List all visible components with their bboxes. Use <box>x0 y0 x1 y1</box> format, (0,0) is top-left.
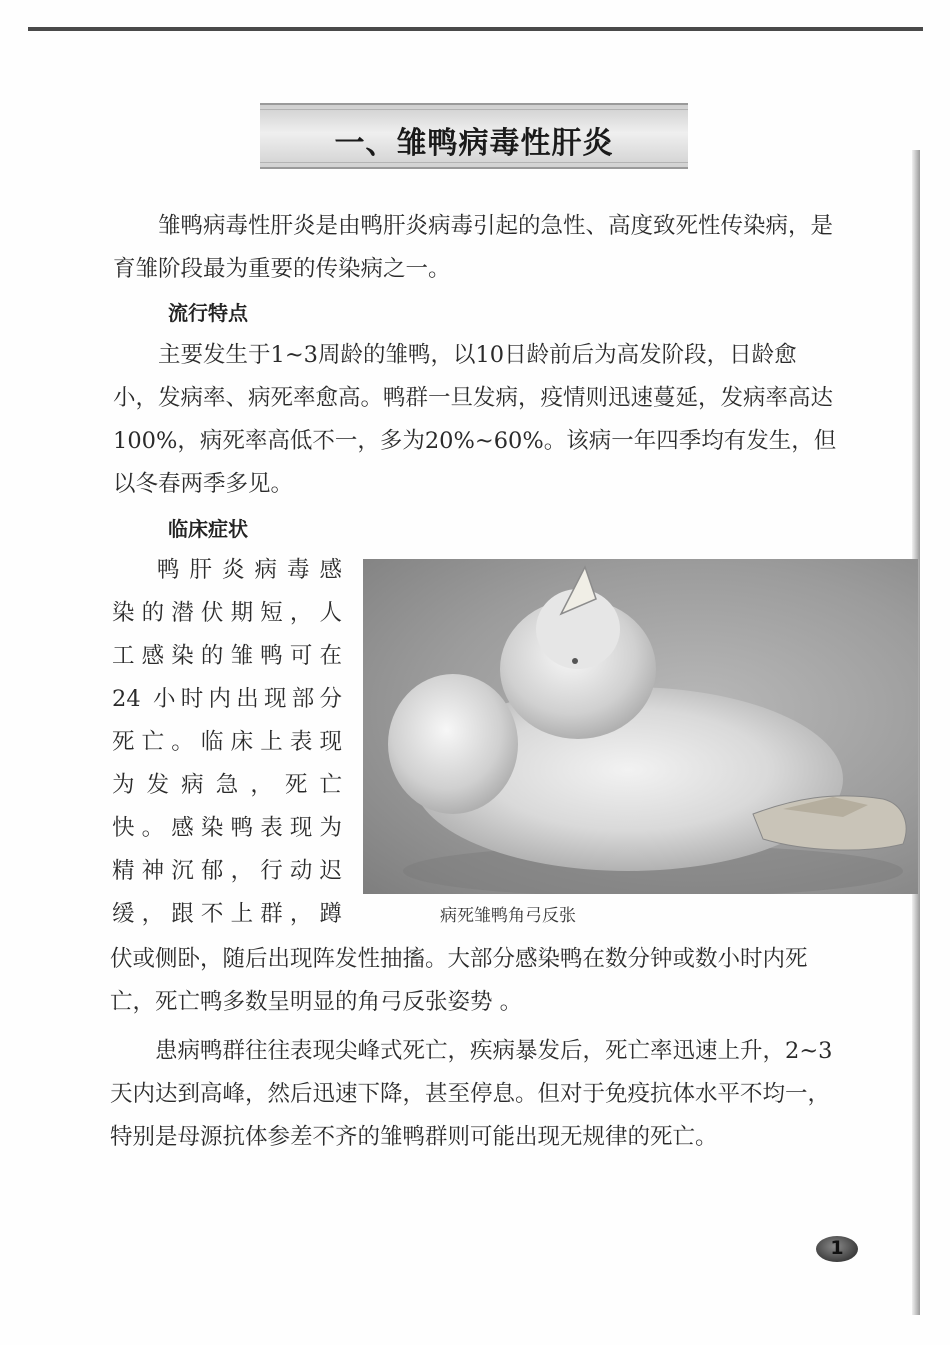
dead-duckling-illustration <box>363 559 918 894</box>
figure-caption: 病死雏鸭角弓反张 <box>440 906 576 926</box>
heading-clinical: 临床症状 <box>168 517 248 541</box>
clinical-paragraph-2: 患病鸭群往往表现尖峰式死亡，疾病暴发后，死亡率迅速上升，2~3 天内达到高峰，然后迅速下降，甚至停息。但对于免疫抗体水平不均一，特别是母源抗体参差不齐的雏鸭群则可能出现无规律的死亡。 <box>110 1038 833 1150</box>
page-number-badge <box>816 1236 858 1262</box>
intro-paragraph: 雏鸭病毒性肝炎是由鸭肝炎病毒引起的急性、高度致死性传染病，是育雏阶段最为重要的传染病之一。 <box>113 213 834 282</box>
heading-epidemiology: 流行特点 <box>168 301 248 325</box>
chapter-title: 一、雏鸭病毒性肝炎 <box>334 126 614 161</box>
page-number: 1 <box>830 1237 844 1259</box>
side-line: 染的潜伏期短，人 <box>112 600 342 626</box>
epidemiology-paragraph: 主要发生于1~3周龄的雏鸭，以10日龄前后为高发阶段，日龄愈小，发病率、病死率愈高。鸭群一旦发病，疫情则迅速蔓延，发病率高达100%，病死率高低不一，多为20%~60%。该病一年四季均有发生，但以冬春两季多见。 <box>113 342 837 497</box>
side-line: 鸭肝炎病毒感 <box>157 557 342 583</box>
duckling-photo <box>363 559 918 894</box>
side-line: 24 小时内出现部分 <box>112 686 342 712</box>
side-line: 快。感染鸭表现为 <box>112 815 342 841</box>
side-line: 为发病急，死亡 <box>112 772 342 798</box>
side-line: 工感染的雏鸭可在 <box>112 643 342 669</box>
top-rule <box>28 27 923 31</box>
side-line: 缓，跟不上群，蹲 <box>112 901 342 927</box>
side-line: 精神沉郁，行动迟 <box>112 858 342 884</box>
chapter-title-banner <box>260 103 688 169</box>
clinical-continuation: 伏或侧卧，随后出现阵发性抽搐。大部分感染鸭在数分钟或数小时内死亡，死亡鸭多数呈明显的角弓反张姿势 。 <box>110 946 808 1015</box>
clinical-side-text <box>112 549 342 936</box>
side-line: 死亡。临床上表现 <box>112 729 342 755</box>
